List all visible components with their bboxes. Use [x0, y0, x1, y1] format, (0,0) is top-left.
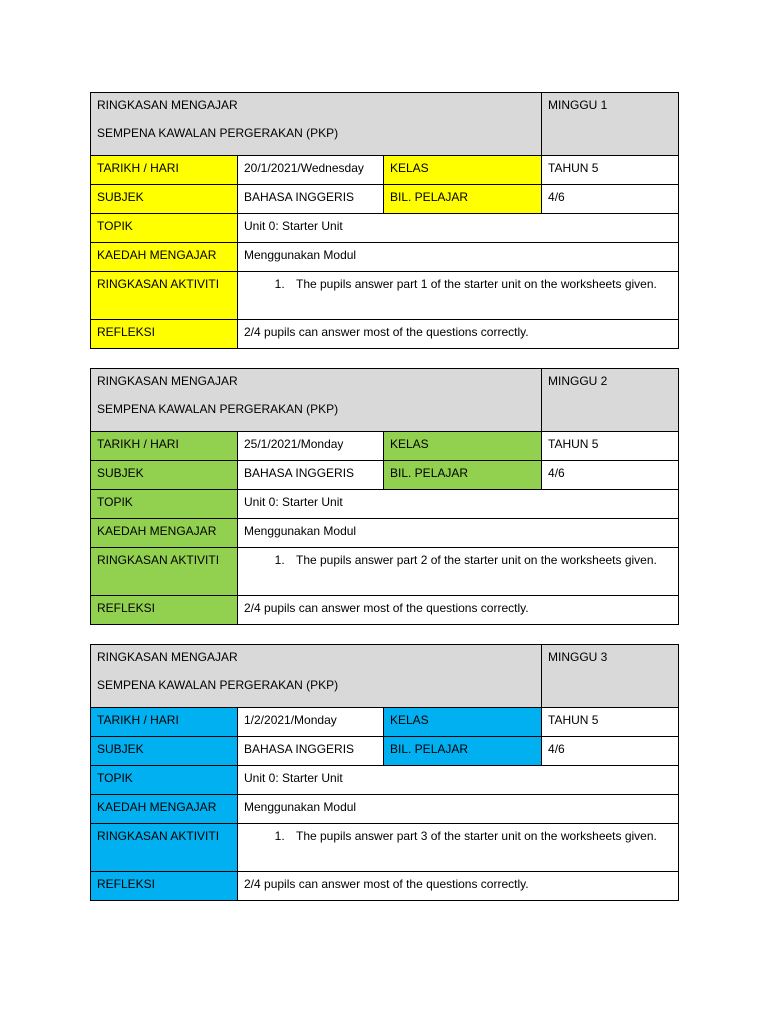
topic-label: TOPIK [91, 766, 238, 795]
header-title: RINGKASAN MENGAJAR [97, 650, 238, 664]
week-label: MINGGU 1 [542, 93, 679, 156]
date-label: TARIKH / HARI [91, 432, 238, 461]
subject-value: BAHASA INGGERIS [238, 461, 384, 490]
students-label: BIL. PELAJAR [384, 185, 542, 214]
activity-cell [238, 548, 679, 596]
class-label: KELAS [384, 432, 542, 461]
topic-label: TOPIK [91, 214, 238, 243]
date-label: TARIKH / HARI [91, 708, 238, 737]
subject-label: SUBJEK [91, 185, 238, 214]
weekly-summary-table-3 [90, 644, 679, 901]
method-value: Menggunakan Modul [238, 519, 679, 548]
activity-label: RINGKASAN AKTIVITI [91, 824, 238, 872]
students-label: BIL. PELAJAR [384, 737, 542, 766]
header-subtitle: SEMPENA KAWALAN PERGERAKAN (PKP) [97, 402, 339, 416]
topic-label: TOPIK [91, 490, 238, 519]
date-value: 1/2/2021/Monday [238, 708, 384, 737]
activity-label: RINGKASAN AKTIVITI [91, 548, 238, 596]
table-header [91, 93, 542, 156]
weekly-summary-table-1 [90, 92, 679, 349]
class-value: TAHUN 5 [542, 156, 679, 185]
activity-item: 1. The pupils answer part 1 of the starter unit on the worksheets given. [288, 275, 672, 293]
week-label: MINGGU 2 [542, 369, 679, 432]
class-label: KELAS [384, 708, 542, 737]
students-value: 4/6 [542, 461, 679, 490]
date-value: 25/1/2021/Monday [238, 432, 384, 461]
subject-value: BAHASA INGGERIS [238, 185, 384, 214]
topic-value: Unit 0: Starter Unit [238, 214, 679, 243]
class-value: TAHUN 5 [542, 708, 679, 737]
activity-label: RINGKASAN AKTIVITI [91, 272, 238, 320]
students-label: BIL. PELAJAR [384, 461, 542, 490]
weekly-summary-table-2 [90, 368, 679, 625]
header-title: RINGKASAN MENGAJAR [97, 374, 238, 388]
activity-item: 1. The pupils answer part 2 of the starter unit on the worksheets given. [288, 551, 672, 569]
topic-value: Unit 0: Starter Unit [238, 490, 679, 519]
students-value: 4/6 [542, 185, 679, 214]
reflection-value: 2/4 pupils can answer most of the questions correctly. [238, 320, 679, 349]
header-subtitle: SEMPENA KAWALAN PERGERAKAN (PKP) [97, 126, 339, 140]
table-header [91, 645, 542, 708]
subject-value: BAHASA INGGERIS [238, 737, 384, 766]
activity-item: 1. The pupils answer part 3 of the starter unit on the worksheets given. [288, 827, 672, 845]
header-subtitle: SEMPENA KAWALAN PERGERAKAN (PKP) [97, 678, 339, 692]
date-label: TARIKH / HARI [91, 156, 238, 185]
class-label: KELAS [384, 156, 542, 185]
method-value: Menggunakan Modul [238, 795, 679, 824]
subject-label: SUBJEK [91, 737, 238, 766]
reflection-label: REFLEKSI [91, 320, 238, 349]
method-label: KAEDAH MENGAJAR [91, 795, 238, 824]
activity-cell [238, 824, 679, 872]
method-label: KAEDAH MENGAJAR [91, 519, 238, 548]
students-value: 4/6 [542, 737, 679, 766]
table-header [91, 369, 542, 432]
method-label: KAEDAH MENGAJAR [91, 243, 238, 272]
subject-label: SUBJEK [91, 461, 238, 490]
reflection-label: REFLEKSI [91, 872, 238, 901]
method-value: Menggunakan Modul [238, 243, 679, 272]
week-label: MINGGU 3 [542, 645, 679, 708]
reflection-value: 2/4 pupils can answer most of the questions correctly. [238, 596, 679, 625]
topic-value: Unit 0: Starter Unit [238, 766, 679, 795]
header-title: RINGKASAN MENGAJAR [97, 98, 238, 112]
activity-cell [238, 272, 679, 320]
reflection-label: REFLEKSI [91, 596, 238, 625]
class-value: TAHUN 5 [542, 432, 679, 461]
date-value: 20/1/2021/Wednesday [238, 156, 384, 185]
reflection-value: 2/4 pupils can answer most of the questions correctly. [238, 872, 679, 901]
